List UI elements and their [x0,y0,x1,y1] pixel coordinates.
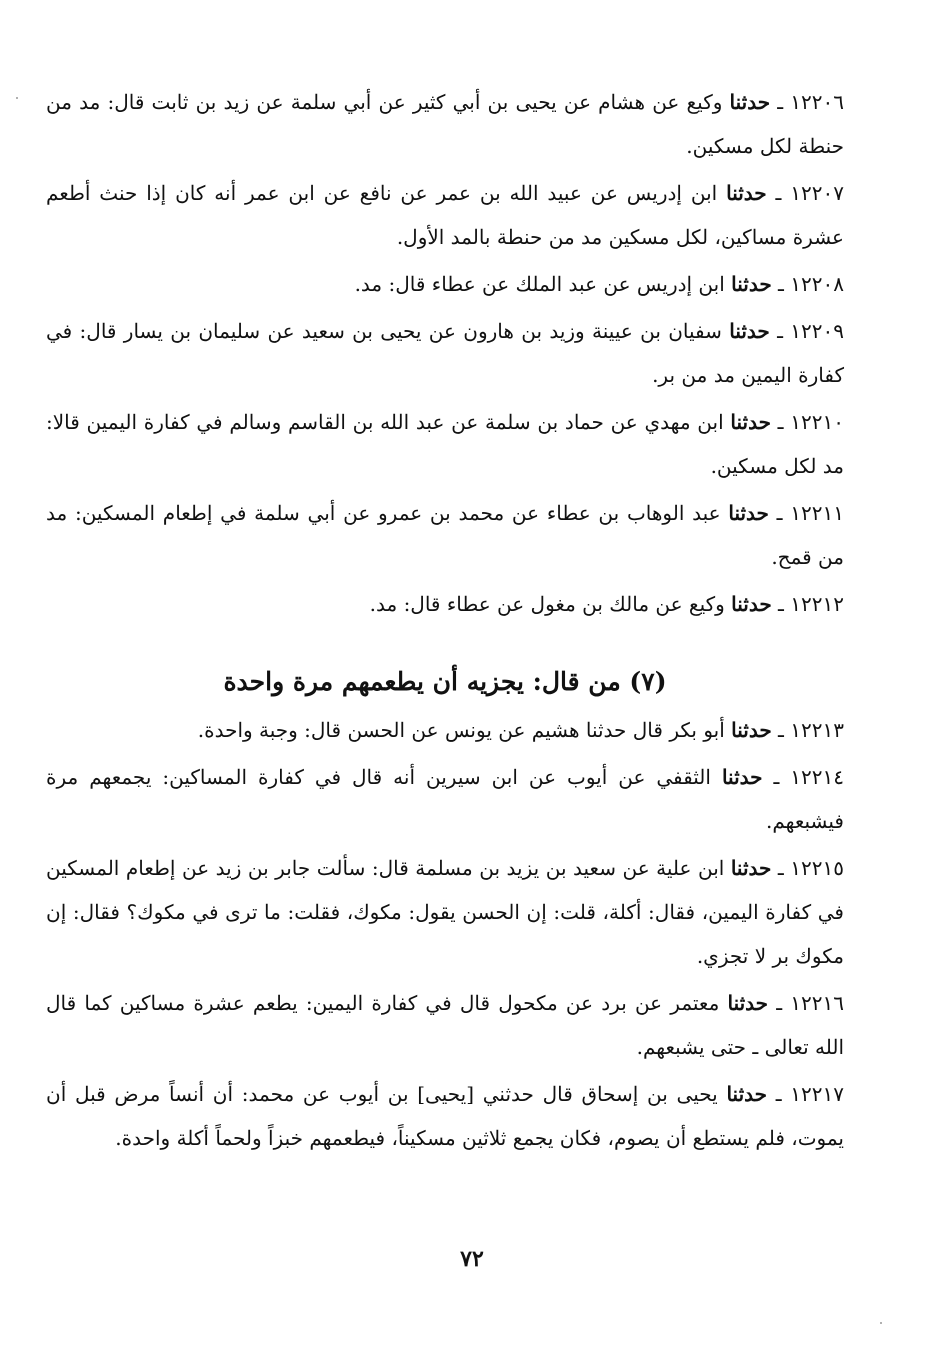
hadith-text: وكيع عن هشام عن يحيى بن أبي كثير عن أبي سلمة عن زيد بن ثابت قال: مد من حنطة لكل مسكين. [46,90,844,158]
hadith-12215 [46,846,844,978]
hadith-separator: ـ [768,501,791,525]
hadith-lead-word: حدثنا [726,1082,767,1106]
hadith-lead-word: حدثنا [729,90,771,114]
hadith-lead-word: حدثنا [731,718,772,742]
hadith-text: معتمر عن برد عن مكحول قال في كفارة اليمين: يطعم عشرة مساكين كما قال الله تعالى ـ حتى يشبعهم. [46,991,844,1059]
scan-speck [880,1322,882,1324]
hadith-lead-word: حدثنا [730,856,772,880]
hadith-number: ١٢٢٠٩ [790,319,844,343]
hadith-number: ١٢٢١٦ [790,991,844,1015]
page-body [46,80,844,1163]
hadith-number: ١٢٢١٧ [790,1082,844,1106]
hadith-separator: ـ [762,765,791,789]
hadith-number: ١٢٢١٤ [790,765,845,789]
hadith-12207 [46,171,844,259]
hadith-separator: ـ [771,856,791,880]
hadith-lead-word: حدثنا [721,765,763,789]
hadith-separator: ـ [767,1082,791,1106]
hadith-number: ١٢٢١١ [790,501,844,525]
hadith-text: أبو بكر قال حدثنا هشيم عن يونس عن الحسن قال: وجبة واحدة. [197,718,732,742]
hadith-text: ابن مهدي عن حماد بن سلمة عن عبد الله بن القاسم وسالم في كفارة اليمين قالا: مد لكل مسكين. [46,410,844,478]
hadith-12212 [46,582,844,626]
hadith-separator: ـ [771,592,791,616]
hadith-12216 [46,981,844,1069]
hadith-12211 [46,491,844,579]
hadith-separator: ـ [771,272,791,296]
hadith-text: عبد الوهاب بن عطاء عن محمد بن عمرو عن أبي سلمة في إطعام المسكين: مد من قمح. [46,501,844,569]
hadith-12210 [46,400,844,488]
hadith-separator: ـ [770,410,791,434]
hadith-separator: ـ [766,181,791,205]
hadith-text: ابن إدريس عن عبد الملك عن عطاء قال: مد. [354,272,732,296]
hadith-number: ١٢٢١٥ [790,856,844,880]
hadith-text: سفيان بن عيينة وزيد بن هارون عن يحيى بن سعيد عن سليمان بن يسار قال: في كفارة اليمين مد من بر. [46,319,844,387]
hadith-text: يحيى بن إسحاق قال حدثني [يحيى] بن أيوب عن محمد: أن أنساً مرض قبل أن يموت، فلم يستطع أن يصوم، فكان يجمع ثلاثين مسكيناً، فيطعمهم خبزاً ولحماً أكلة واحدة. [46,1082,844,1150]
scan-speck [16,97,18,99]
hadith-12206 [46,80,844,168]
page-number: ٧٢ [460,1246,484,1272]
hadith-lead-word: حدثنا [729,319,770,343]
hadith-number: ١٢٢٠٨ [790,272,844,296]
hadith-text: الثقفي عن أيوب عن ابن سيرين أنه قال في كفارة المساكين: يجمعهم مرة فيشبعهم. [46,765,844,833]
hadith-text: ابن إدريس عن عبيد الله بن عمر عن نافع عن ابن عمر أنه كان إذا حنث أطعم عشرة مساكين، لكل مسكين مد من حنطة بالمد الأول. [46,181,844,249]
hadith-separator: ـ [769,319,791,343]
hadith-lead-word: حدثنا [731,272,772,296]
hadith-lead-word: حدثنا [730,410,771,434]
hadith-lead-word: حدثنا [731,592,772,616]
hadith-lead-word: حدثنا [726,181,767,205]
hadith-separator: ـ [768,991,791,1015]
hadith-separator: ـ [771,718,791,742]
hadith-12213 [46,708,844,752]
hadith-lead-word: حدثنا [727,991,769,1015]
hadith-number: ١٢٢٠٧ [790,181,844,205]
hadith-12209 [46,309,844,397]
hadith-number: ١٢٢٠٦ [790,90,845,114]
hadith-12208 [46,262,844,306]
hadith-12214 [46,755,844,843]
hadith-text: ابن علية عن سعيد بن يزيد بن مسلمة قال: سألت جابر بن زيد عن إطعام المسكين في كفارة اليمين، فقال: أكلة، قلت: إن الحسن يقول: مكوك، فقلت: ما ترى في مكوك؟ فقال: إن مكوك بر لا تجزي. [46,856,844,968]
hadith-separator: ـ [770,90,791,114]
hadith-number: ١٢٢١٣ [790,718,844,742]
chapter-heading: (٧) من قال: يجزيه أن يطعمهم مرة واحدة [223,667,667,696]
hadith-number: ١٢٢١٠ [790,410,844,434]
hadith-12217 [46,1072,844,1160]
hadith-lead-word: حدثنا [728,501,769,525]
hadith-number: ١٢٢١٢ [790,592,844,616]
hadith-text: وكيع عن مالك بن مغول عن عطاء قال: مد. [369,592,732,616]
